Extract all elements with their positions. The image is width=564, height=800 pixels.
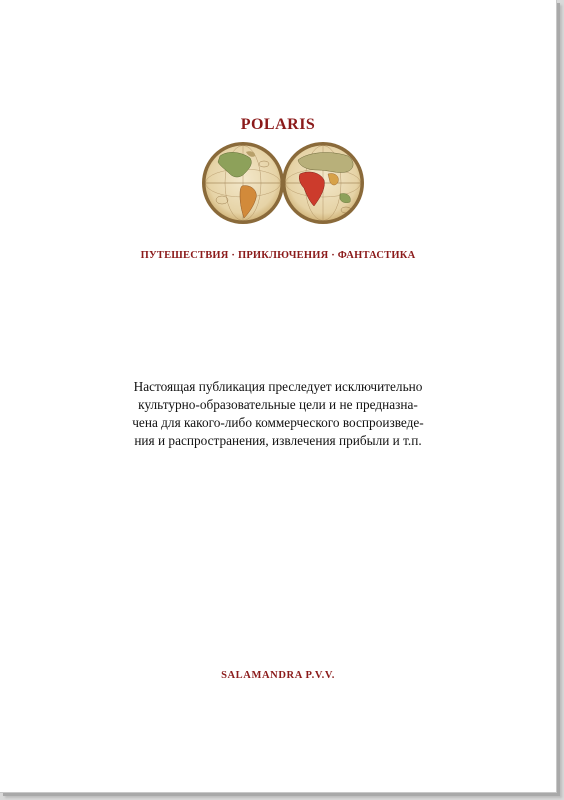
series-part-adventures: ПРИКЛЮЧЕНИЯ [237, 250, 329, 261]
series-part-travels: ПУТЕШЕСТВИЯ [140, 250, 229, 261]
notice-line: культурно-образовательные цели и не предназна- [138, 397, 418, 412]
series-part-fantasy: ФАНТАСТИКА [337, 250, 416, 261]
publisher-name: SALAMANDRA P.V.V. [221, 670, 335, 681]
series-separator: · [331, 250, 335, 261]
eastern-hemisphere [282, 142, 364, 224]
twin-hemisphere-world-map-icon [200, 140, 366, 226]
western-hemisphere [202, 142, 284, 224]
notice-line: чена для какого-либо коммерческого воспроизведе- [132, 415, 424, 430]
brand-title: POLARIS [240, 116, 316, 133]
notice-line: Настоящая публикация преследует исключительно [133, 379, 423, 394]
notice-line: ния и распространения, извлечения прибыли и т.п. [134, 433, 422, 448]
copyright-notice [0, 378, 556, 450]
series-subtitle [0, 250, 556, 261]
series-separator: · [231, 250, 236, 261]
